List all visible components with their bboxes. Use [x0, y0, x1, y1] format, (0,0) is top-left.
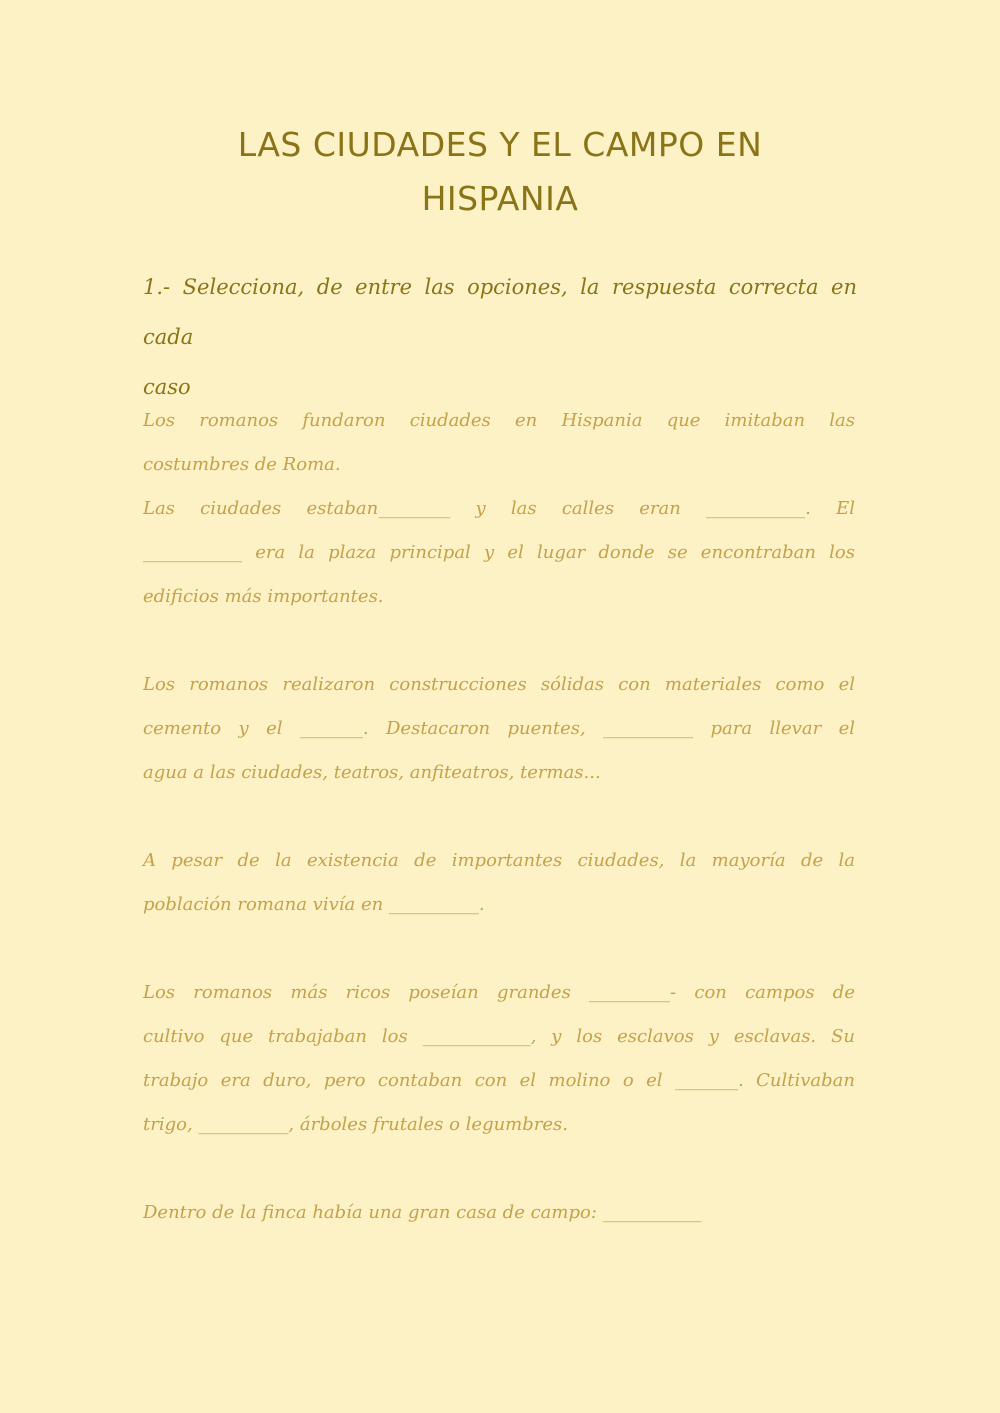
- paragraph-villa: [143, 1191, 855, 1235]
- paragraph-line-blank[interactable]: Los romanos más ricos poseían grandes _________- con campos de: [143, 982, 855, 1003]
- paragraph-line-blank[interactable]: ___________ era la plaza principal y el lugar donde se encontraban los: [143, 542, 855, 563]
- paragraph-line: Los romanos realizaron construcciones sólidas con materiales como el: [143, 674, 855, 695]
- paragraph-line-blank[interactable]: trigo, __________, árboles frutales o legumbres.: [143, 1114, 568, 1135]
- paragraph-line: agua a las ciudades, teatros, anfiteatros, termas...: [143, 762, 601, 783]
- question-heading: [143, 262, 857, 412]
- question-line-2: caso: [143, 375, 191, 399]
- question-line-1: 1.- Selecciona, de entre las opciones, la respuesta correcta en cada: [143, 275, 857, 349]
- title-line-2: HISPANIA: [421, 179, 579, 218]
- paragraph-constructions: [143, 663, 855, 795]
- paragraph-line: A pesar de la existencia de importantes ciudades, la mayoría de la: [143, 850, 855, 871]
- paragraph-line: Los romanos fundaron ciudades en Hispania que imitaban las: [143, 410, 855, 431]
- paragraph-population: [143, 839, 855, 927]
- title-line-1: LAS CIUDADES Y EL CAMPO EN: [237, 125, 763, 164]
- paragraph-line-blank[interactable]: trabajo era duro, pero contaban con el molino o el _______. Cultivaban: [143, 1070, 855, 1091]
- paragraph-line-blank[interactable]: Las ciudades estaban________ y las calles eran ___________. El: [143, 498, 855, 519]
- paragraph-line-blank[interactable]: Dentro de la finca había una gran casa de campo: ___________: [143, 1202, 702, 1223]
- paragraph-line: costumbres de Roma.: [143, 454, 341, 475]
- paragraph-line-blank[interactable]: población romana vivía en __________.: [143, 894, 485, 915]
- paragraph-line-blank[interactable]: cemento y el _______. Destacaron puentes, __________ para llevar el: [143, 718, 855, 739]
- paragraph-cities: [143, 399, 855, 619]
- page-title: [150, 118, 850, 226]
- paragraph-countryside: [143, 971, 855, 1147]
- paragraph-line-blank[interactable]: cultivo que trabajaban los ____________, y los esclavos y esclavas. Su: [143, 1026, 855, 1047]
- paragraph-line: edificios más importantes.: [143, 586, 384, 607]
